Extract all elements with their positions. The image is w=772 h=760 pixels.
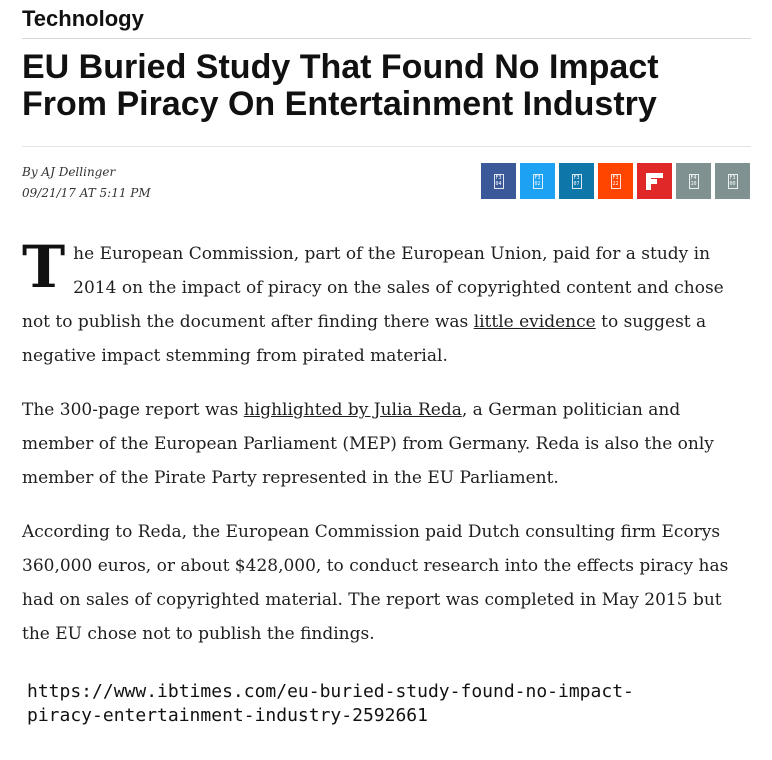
- email-icon: F4 10: [690, 175, 697, 187]
- facebook-icon: F3 04: [495, 175, 502, 187]
- article-body: [22, 233, 752, 671]
- timestamp: 09/21/17 AT 5:11 PM: [22, 186, 151, 200]
- paragraph: The European Commission, part of the European Union, paid for a study in 2014 on the impact of piracy on the sales of copyrighted content and chose not to publish the document after finding there was little evidence to suggest a negative impact stemming from pirated material.: [22, 233, 724, 366]
- divider: [22, 38, 751, 39]
- headline-line-2: From Piracy On Entertainment Industry: [22, 85, 657, 123]
- author[interactable]: By AJ Dellinger: [22, 165, 116, 179]
- linkedin-share-button[interactable]: [559, 163, 594, 199]
- email-share-button[interactable]: [676, 163, 711, 199]
- print-share-button[interactable]: [715, 163, 750, 199]
- twitter-share-button[interactable]: [520, 163, 555, 199]
- share-bar: [481, 163, 750, 199]
- paragraph: The 300-page report was highlighted by Julia Reda, a German politician and member of the European Parliament (MEP) from Germany. Reda is also the only member of the Pirate Party represented in the EU Parliament.: [22, 400, 714, 488]
- link-little-evidence[interactable]: little evidence: [473, 312, 596, 332]
- paragraph: According to Reda, the European Commission paid Dutch consulting firm Ecorys 360,000 euros, or about $428,000, to conduct research into the effects piracy has had on sales of copyrighted material. The report was completed in May 2015 but the EU chose not to publish the findings.: [22, 522, 729, 644]
- print-icon: F3 00: [729, 175, 736, 187]
- section-label[interactable]: Technology: [22, 6, 144, 31]
- headline-line-1: EU Buried Study That Found No Impact: [22, 48, 659, 86]
- divider: [22, 146, 751, 147]
- source-url: [27, 680, 634, 728]
- link-julia-reda[interactable]: highlighted by Julia Reda: [243, 400, 462, 420]
- url-line-1: https://www.ibtimes.com/eu-buried-study-found-no-impact-: [27, 681, 634, 702]
- linkedin-icon: F3 07: [573, 175, 580, 187]
- reddit-icon: F3 22: [612, 175, 619, 187]
- twitter-icon: F3 02: [534, 175, 541, 187]
- url-line-2: piracy-entertainment-industry-2592661: [27, 705, 428, 726]
- byline: [22, 162, 151, 204]
- facebook-share-button[interactable]: [481, 163, 516, 199]
- reddit-share-button[interactable]: [598, 163, 633, 199]
- drop-cap: T: [22, 233, 66, 301]
- flipboard-share-button[interactable]: [637, 163, 672, 199]
- page-title: [22, 49, 757, 123]
- flipboard-icon: [646, 173, 663, 190]
